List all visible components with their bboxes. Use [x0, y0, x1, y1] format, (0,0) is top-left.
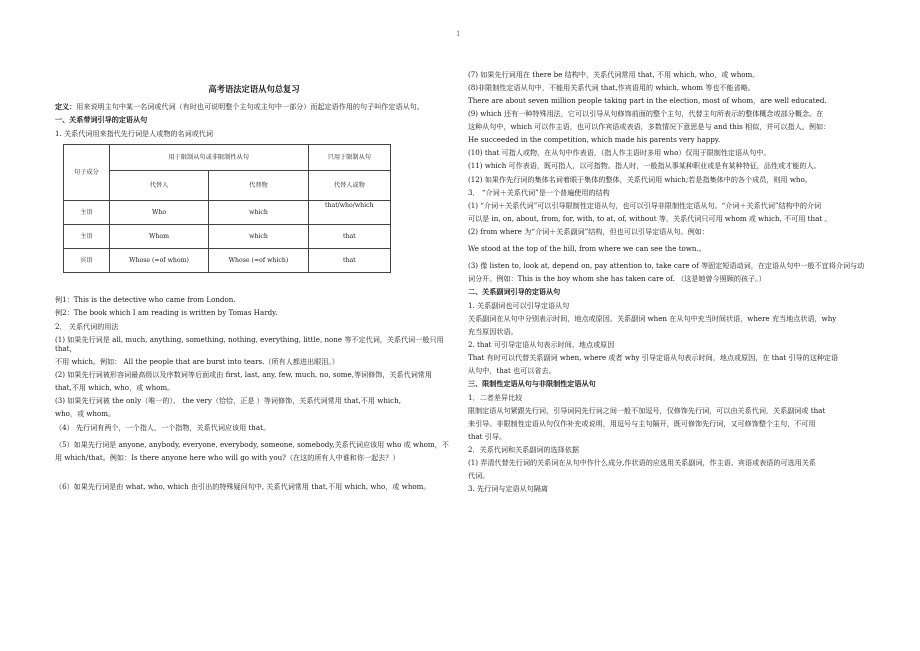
rule-line: (10) that 可指人或物，在从句中作表语，（指人作主语时多用 who）仅用于限制性定语从句中。: [468, 148, 771, 158]
subsection-heading: 2．关系代词和关系副词的选择依据: [468, 444, 579, 454]
rule-line: (1) “介词＋关系代词”可以引导限制性定语从句，也可以引导非限制性定语从句。“介词＋关系代词”结构中的介词: [468, 200, 822, 210]
table-cell: that: [308, 249, 390, 273]
rule-line: 关系副词在从句中分别表示时间，地点或原因。关系副词 when 在从句中充当时间状语，where 充当地点状语，why: [468, 313, 837, 323]
rule-line: 从句中，that 也可以省去。: [468, 365, 556, 375]
relative-pronoun-table: [63, 144, 391, 273]
subsection-heading: 1．二者差异比较: [468, 392, 523, 402]
subsection-heading: 2. that 可引导定语从句表示时间、地点或原因: [468, 339, 615, 349]
section-heading-2: 二、关系副词引导的定语从句: [468, 287, 561, 296]
table-cell: Whose (=of whom): [109, 249, 209, 273]
rule-line: （4） 先行词有两个，一个指人，一个指物，关系代词应该用 that。: [55, 422, 271, 432]
rule-line: 词分开。例如：This is the boy whom she has taken care of. （这是她曾今照顾的孩子。）: [468, 273, 766, 283]
rule-line: (8)非限制性定语从句中，不能用关系代词 that,作宾语用的 which, whom 等也不能省略。: [468, 83, 755, 93]
rule-line: (3) 像 listen to, look at, depend on, pay attention to, take care of 等固定短语动词，在定语从句中一般不宜将介词与动: [468, 260, 865, 270]
table-header-nonrestrictive: 只用于限制从句: [308, 145, 390, 171]
table-subheader: 代替物: [209, 171, 308, 201]
rule-line: (7) 如果先行词用在 there be 结构中，关系代词常用 that, 不用 which, who，或 whom。: [468, 70, 760, 79]
table-cell: Who: [109, 201, 209, 225]
rule-line: that 引导。: [468, 431, 507, 441]
table-header-restrictive: 用于限制从句或非限制性从句: [109, 145, 308, 171]
subsection-heading: 2． 关系代词的用法: [55, 321, 119, 331]
rule-line: (11) which 可作表语，既可指人，以可指物。指人时，一般指从事某种职业或是有某种特征，品性或才能的人。: [468, 161, 821, 171]
table-header-component: 句子成分: [64, 145, 110, 201]
right-column: [468, 70, 868, 497]
table-cell: which: [209, 201, 308, 225]
rule-line: 充当原因状语。: [468, 326, 518, 336]
paragraph: 1. 关系代词用来指代先行词是人或物的名词或代词: [55, 128, 213, 138]
rule-line: (2) from where 为“介词＋关系副词”结构，但也可以引导定语从句。例如：: [468, 226, 709, 236]
rule-line: 可以是 in, on, about, from, for, with, to at, of, without 等，关系代词只可用 whom 或 which, 不可用 that 。: [468, 213, 832, 223]
document-title: 高考语法定语从句总复习: [208, 84, 300, 94]
rule-line: 这种从句中，which 可以作主语，也可以作宾语或表语，多数情况下意思是与 and this 相似，并可以指人。例如：: [468, 122, 831, 132]
rule-line: That 有时可以代替关系副词 when, where 或者 why 引导定语从句表示时间，地点或原因，在 that 引导的这种定语: [468, 352, 839, 362]
rule-line: 不用 which。例如： All the people that are burst into tears.（所有人都进出眼泪。）: [55, 357, 339, 367]
rule-line: who，或 whom。: [55, 409, 116, 419]
page-number: 1: [456, 30, 461, 38]
table-cell: that/who/which: [308, 201, 390, 225]
table-cell: that: [308, 225, 390, 249]
rule-line: (9) which 还有一种特殊用法，它可以引导从句修饰前面的整个主句，代替主句所表示的整体概念或部分概念。在: [468, 109, 824, 119]
rule-line: （5）如果先行词是 anyone, anybody, everyone, everybody, someone, somebody,关系代词应该用 who 或 whom，不: [55, 439, 449, 449]
subsection-heading: 3． “介词＋关系代词”是一个普遍使用的结构: [468, 187, 610, 197]
definition-paragraph: [55, 102, 453, 112]
table-cell: 主语: [64, 201, 110, 225]
section-heading-3: 三、限制性定语从句与非限制性定语从句: [468, 378, 596, 388]
rule-line: 限制定语从句紧跟先行词，引导词同先行词之间一般不加逗号，仅修饰先行词，可以由关系代词，关系副词或 that: [468, 405, 826, 415]
table-cell: 主语: [64, 225, 110, 249]
rule-line: （6）如果先行词是由 what, who, which 由引出的特殊疑问句中, 关系代词常用 that,不用 which, who，或 whom。: [55, 481, 431, 491]
subsection-heading: 1. 关系副词也可以引导定语从句: [468, 300, 570, 310]
table-subheader: 代替人: [109, 171, 209, 201]
example-sentence: 例1：This is the detective who came from London.: [55, 295, 236, 305]
table-row: [64, 201, 391, 225]
rule-line: (12) 如果作先行词的集体名词着眼于集体的整体，关系代词用 which;若是指集体中的各个成员，则用 who。: [468, 174, 812, 184]
example-sentence: He succeeded in the competition, which made his parents very happy.: [468, 135, 721, 145]
example-sentence: We stood at the top of the hill, from where we can see the town.。: [468, 243, 706, 253]
example-sentence: 例2：The book which I am reading is written by Tomas Hardy.: [55, 308, 278, 318]
rule-line: (2) 如果先行词被形容词最高级以及序数词等后面或由 first, last, any, few, much, no, some,等词修饰，关系代词常用: [55, 370, 432, 380]
subsection-heading: 3. 先行词与定语从句隔离: [468, 483, 548, 493]
table-cell: 宾语: [64, 249, 110, 273]
section-heading-1: 一、关系带词引导的定语从句: [55, 115, 148, 125]
table-subheader: 代替人或物: [308, 171, 390, 201]
rule-line: (1) 弄清代替先行词的关系词在从句中作什么成分,作状语的应选用关系副词，作主语、宾语或表语的可选用关系: [468, 457, 816, 467]
definition-label: 定义：: [55, 102, 77, 112]
rule-line: that,不用 which, who，或 whom。: [55, 383, 175, 393]
rule-line: 代词。: [468, 470, 490, 480]
table-cell: Whose (=of which): [209, 249, 308, 273]
definition-text: 用来说明主句中某一名词或代词（有时也可说明整个主句或主句中一部分）而起定语作用的句子叫作定语从句。: [76, 102, 424, 112]
rule-line: 来引导。非限制性定语从句仅作补充或说明，用逗号与主句隔开，既可修饰先行词，又可修饰整个主句，不可用: [468, 418, 816, 428]
example-sentence: There are about seven million people taking part in the election, most of whom，are well educated.: [468, 96, 827, 106]
rule-line: 用 which/that。例如：Is there anyone here who will go with you?（在这的所有人中谁和你一起去？）: [55, 452, 400, 462]
rule-line: (1) 如果先行词是 all, much, anything, something, nothing, everything, little, none 等不定代词，关系代词一般只用 that，: [55, 334, 444, 354]
left-column: [55, 70, 453, 495]
table-cell: which: [209, 225, 308, 249]
table-row: [64, 225, 391, 249]
table-row: [64, 249, 391, 273]
rule-line: (3) 如果先行词被 the only（唯一的）、 the very（恰恰，正是 ）等词修饰，关系代词常用 that,不用 which,: [55, 396, 401, 406]
table-cell: Whom: [109, 225, 209, 249]
